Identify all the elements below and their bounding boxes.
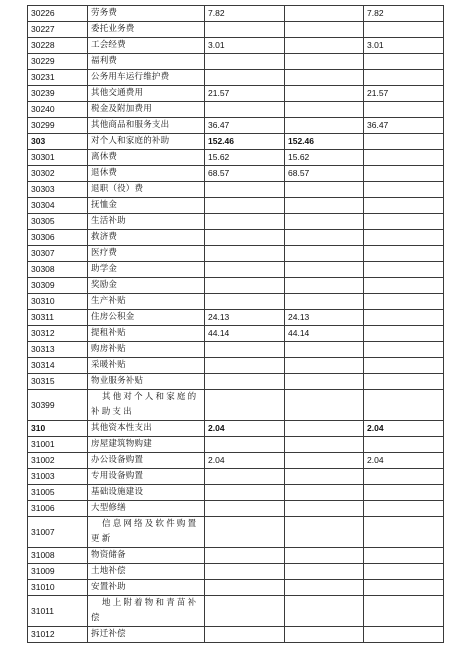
subject-name-cell: 生活补助 [88, 214, 205, 230]
amount-project-cell [364, 342, 444, 358]
subject-name-cell: 公务用车运行维护费 [88, 70, 205, 86]
amount-basic-cell [285, 182, 364, 198]
subject-code-cell: 31001 [28, 437, 88, 453]
amount-project-cell [364, 294, 444, 310]
subject-code-cell: 30399 [28, 390, 88, 421]
amount-basic-cell [285, 469, 364, 485]
amount-total-cell [205, 54, 285, 70]
subject-name-cell: 物资储备 [88, 548, 205, 564]
table-row [28, 102, 444, 118]
subject-code-cell: 30227 [28, 22, 88, 38]
table-row [28, 485, 444, 501]
amount-total-cell [205, 517, 285, 548]
amount-project-cell [364, 517, 444, 548]
subject-name-cell: 工会经费 [88, 38, 205, 54]
subject-name-cell: 其他商品和服务支出 [88, 118, 205, 134]
subject-code-cell: 30240 [28, 102, 88, 118]
amount-project-cell [364, 102, 444, 118]
subject-name-cell: 房屋建筑物购建 [88, 437, 205, 453]
amount-project-cell [364, 501, 444, 517]
amount-basic-cell: 68.57 [285, 166, 364, 182]
amount-project-cell: 7.82 [364, 6, 444, 22]
table-row [28, 54, 444, 70]
subject-code-cell: 31011 [28, 596, 88, 627]
subject-name-cell: 助学金 [88, 262, 205, 278]
table-row [28, 469, 444, 485]
table-row [28, 150, 444, 166]
amount-project-cell: 36.47 [364, 118, 444, 134]
amount-total-cell [205, 437, 285, 453]
amount-project-cell [364, 596, 444, 627]
subject-name-cell: 提租补贴 [88, 326, 205, 342]
subject-name-cell: 医疗费 [88, 246, 205, 262]
subject-code-cell: 30229 [28, 54, 88, 70]
amount-basic-cell [285, 294, 364, 310]
amount-basic-cell [285, 374, 364, 390]
subject-code-cell: 31012 [28, 627, 88, 643]
amount-total-cell: 36.47 [205, 118, 285, 134]
table-row [28, 262, 444, 278]
amount-basic-cell: 44.14 [285, 326, 364, 342]
amount-total-cell [205, 198, 285, 214]
amount-total-cell [205, 342, 285, 358]
subject-code-cell: 30228 [28, 38, 88, 54]
amount-basic-cell [285, 86, 364, 102]
amount-basic-cell [285, 548, 364, 564]
amount-total-cell [205, 374, 285, 390]
subject-code-cell: 30302 [28, 166, 88, 182]
amount-project-cell [364, 580, 444, 596]
amount-project-cell [364, 134, 444, 150]
subject-name-cell: 其他资本性支出 [88, 421, 205, 437]
table-row [28, 548, 444, 564]
table-row [28, 437, 444, 453]
amount-project-cell [364, 182, 444, 198]
amount-project-cell [364, 627, 444, 643]
amount-project-cell [364, 54, 444, 70]
amount-project-cell [364, 437, 444, 453]
subject-code-cell: 31006 [28, 501, 88, 517]
table-row [28, 390, 444, 421]
subject-code-cell: 31005 [28, 485, 88, 501]
amount-basic-cell [285, 70, 364, 86]
table-row [28, 118, 444, 134]
amount-project-cell [364, 374, 444, 390]
subject-name-cell: 税金及附加费用 [88, 102, 205, 118]
amount-basic-cell [285, 262, 364, 278]
amount-basic-cell [285, 358, 364, 374]
amount-total-cell [205, 182, 285, 198]
subject-name-cell: 其他交通费用 [88, 86, 205, 102]
amount-basic-cell [285, 38, 364, 54]
subject-code-cell: 31009 [28, 564, 88, 580]
amount-basic-cell [285, 437, 364, 453]
table-row [28, 134, 444, 150]
subject-name-cell: 其他对个人和家庭的补助支出 [88, 390, 205, 421]
amount-project-cell [364, 548, 444, 564]
amount-total-cell [205, 22, 285, 38]
amount-total-cell: 3.01 [205, 38, 285, 54]
amount-total-cell [205, 230, 285, 246]
amount-total-cell [205, 102, 285, 118]
amount-basic-cell [285, 421, 364, 437]
amount-basic-cell [285, 453, 364, 469]
subject-code-cell: 31003 [28, 469, 88, 485]
subject-code-cell: 30311 [28, 310, 88, 326]
amount-total-cell: 24.13 [205, 310, 285, 326]
subject-name-cell: 退休费 [88, 166, 205, 182]
subject-code-cell: 30301 [28, 150, 88, 166]
table-row [28, 278, 444, 294]
amount-total-cell [205, 469, 285, 485]
budget-table [27, 5, 444, 643]
subject-code-cell: 31007 [28, 517, 88, 548]
amount-total-cell [205, 596, 285, 627]
amount-total-cell: 2.04 [205, 453, 285, 469]
amount-total-cell [205, 390, 285, 421]
amount-project-cell: 3.01 [364, 38, 444, 54]
amount-basic-cell [285, 517, 364, 548]
subject-name-cell: 办公设备购置 [88, 453, 205, 469]
subject-name-cell: 对个人和家庭的补助 [88, 134, 205, 150]
amount-basic-cell [285, 485, 364, 501]
subject-code-cell: 30309 [28, 278, 88, 294]
amount-total-cell [205, 501, 285, 517]
table-row [28, 6, 444, 22]
amount-basic-cell [285, 118, 364, 134]
table-row [28, 22, 444, 38]
subject-code-cell: 30314 [28, 358, 88, 374]
amount-project-cell [364, 198, 444, 214]
amount-basic-cell: 24.13 [285, 310, 364, 326]
amount-project-cell [364, 358, 444, 374]
amount-project-cell [364, 166, 444, 182]
table-row [28, 580, 444, 596]
amount-total-cell [205, 564, 285, 580]
subject-name-cell: 信息网络及软件购置更新 [88, 517, 205, 548]
subject-code-cell: 30307 [28, 246, 88, 262]
table-row [28, 214, 444, 230]
amount-project-cell [364, 230, 444, 246]
table-row [28, 596, 444, 627]
amount-basic-cell [285, 390, 364, 421]
budget-sheet [27, 5, 443, 643]
amount-total-cell: 2.04 [205, 421, 285, 437]
subject-name-cell: 生产补贴 [88, 294, 205, 310]
table-row [28, 246, 444, 262]
amount-project-cell [364, 22, 444, 38]
subject-code-cell: 31002 [28, 453, 88, 469]
subject-code-cell: 30226 [28, 6, 88, 22]
amount-project-cell [364, 262, 444, 278]
subject-code-cell: 30303 [28, 182, 88, 198]
subject-name-cell: 安置补助 [88, 580, 205, 596]
amount-total-cell [205, 548, 285, 564]
amount-basic-cell [285, 6, 364, 22]
amount-total-cell [205, 580, 285, 596]
subject-name-cell: 大型修缮 [88, 501, 205, 517]
amount-total-cell: 68.57 [205, 166, 285, 182]
amount-basic-cell [285, 627, 364, 643]
amount-project-cell [364, 564, 444, 580]
amount-basic-cell [285, 54, 364, 70]
amount-basic-cell [285, 102, 364, 118]
amount-basic-cell [285, 278, 364, 294]
table-row [28, 310, 444, 326]
amount-basic-cell [285, 214, 364, 230]
amount-project-cell [364, 326, 444, 342]
table-row [28, 564, 444, 580]
amount-basic-cell [285, 198, 364, 214]
amount-project-cell [364, 390, 444, 421]
amount-basic-cell [285, 580, 364, 596]
subject-name-cell: 劳务费 [88, 6, 205, 22]
table-row [28, 166, 444, 182]
amount-total-cell: 7.82 [205, 6, 285, 22]
table-row [28, 198, 444, 214]
subject-name-cell: 物业服务补贴 [88, 374, 205, 390]
amount-project-cell: 2.04 [364, 453, 444, 469]
amount-basic-cell: 152.46 [285, 134, 364, 150]
amount-project-cell [364, 469, 444, 485]
subject-code-cell: 30306 [28, 230, 88, 246]
amount-basic-cell [285, 596, 364, 627]
subject-code-cell: 310 [28, 421, 88, 437]
subject-name-cell: 专用设备购置 [88, 469, 205, 485]
amount-project-cell [364, 70, 444, 86]
subject-name-cell: 土地补偿 [88, 564, 205, 580]
subject-name-cell: 退职（役）费 [88, 182, 205, 198]
amount-project-cell [364, 485, 444, 501]
amount-basic-cell [285, 342, 364, 358]
amount-total-cell [205, 485, 285, 501]
subject-name-cell: 福利费 [88, 54, 205, 70]
subject-name-cell: 委托业务费 [88, 22, 205, 38]
subject-code-cell: 30310 [28, 294, 88, 310]
subject-code-cell: 30308 [28, 262, 88, 278]
table-row [28, 38, 444, 54]
table-row [28, 453, 444, 469]
subject-code-cell: 30299 [28, 118, 88, 134]
table-row [28, 86, 444, 102]
table-row [28, 374, 444, 390]
amount-total-cell [205, 294, 285, 310]
amount-project-cell: 2.04 [364, 421, 444, 437]
amount-total-cell: 15.62 [205, 150, 285, 166]
amount-total-cell: 21.57 [205, 86, 285, 102]
table-row [28, 501, 444, 517]
amount-basic-cell [285, 501, 364, 517]
table-row [28, 358, 444, 374]
amount-basic-cell [285, 22, 364, 38]
table-row [28, 326, 444, 342]
subject-name-cell: 采暖补贴 [88, 358, 205, 374]
amount-project-cell [364, 310, 444, 326]
table-row [28, 294, 444, 310]
amount-project-cell [364, 214, 444, 230]
subject-name-cell: 购房补贴 [88, 342, 205, 358]
amount-project-cell [364, 246, 444, 262]
subject-code-cell: 31010 [28, 580, 88, 596]
amount-total-cell: 44.14 [205, 326, 285, 342]
amount-project-cell [364, 150, 444, 166]
amount-total-cell [205, 627, 285, 643]
amount-basic-cell [285, 230, 364, 246]
subject-name-cell: 救济费 [88, 230, 205, 246]
table-row [28, 342, 444, 358]
budget-table-body [28, 6, 444, 643]
amount-total-cell: 152.46 [205, 134, 285, 150]
amount-total-cell [205, 262, 285, 278]
amount-total-cell [205, 278, 285, 294]
amount-total-cell [205, 70, 285, 86]
subject-code-cell: 303 [28, 134, 88, 150]
table-row [28, 182, 444, 198]
table-row [28, 70, 444, 86]
table-row [28, 230, 444, 246]
amount-total-cell [205, 214, 285, 230]
subject-code-cell: 30305 [28, 214, 88, 230]
table-row [28, 627, 444, 643]
subject-name-cell: 离休费 [88, 150, 205, 166]
amount-total-cell [205, 358, 285, 374]
subject-code-cell: 30304 [28, 198, 88, 214]
subject-code-cell: 30315 [28, 374, 88, 390]
subject-code-cell: 31008 [28, 548, 88, 564]
subject-code-cell: 30313 [28, 342, 88, 358]
subject-name-cell: 抚恤金 [88, 198, 205, 214]
subject-name-cell: 住房公积金 [88, 310, 205, 326]
subject-name-cell: 奖励金 [88, 278, 205, 294]
subject-code-cell: 30239 [28, 86, 88, 102]
amount-basic-cell [285, 246, 364, 262]
amount-project-cell: 21.57 [364, 86, 444, 102]
amount-basic-cell: 15.62 [285, 150, 364, 166]
table-row [28, 421, 444, 437]
amount-total-cell [205, 246, 285, 262]
amount-project-cell [364, 278, 444, 294]
amount-basic-cell [285, 564, 364, 580]
subject-name-cell: 基础设施建设 [88, 485, 205, 501]
subject-code-cell: 30231 [28, 70, 88, 86]
table-row [28, 517, 444, 548]
subject-code-cell: 30312 [28, 326, 88, 342]
subject-name-cell: 地上附着物和青苗补偿 [88, 596, 205, 627]
subject-name-cell: 拆迁补偿 [88, 627, 205, 643]
